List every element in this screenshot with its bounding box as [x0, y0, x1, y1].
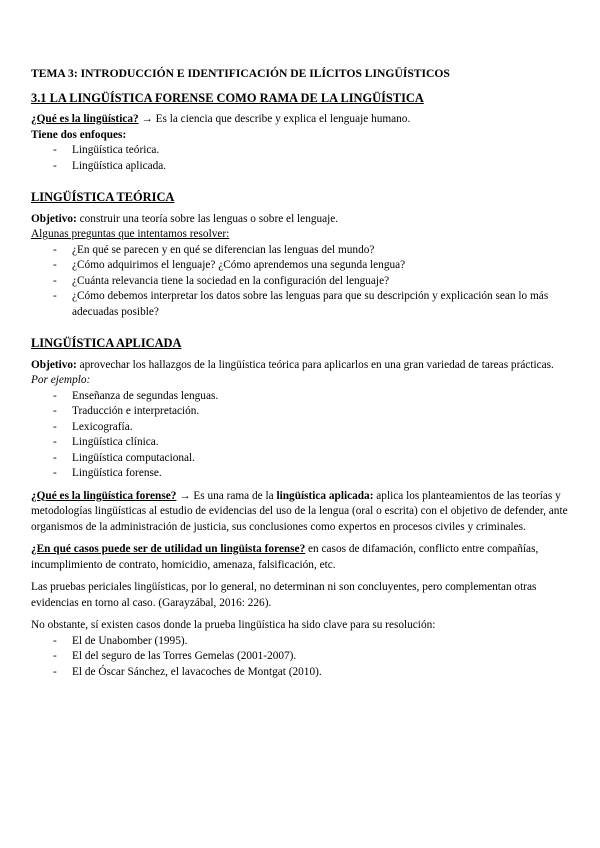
- objetivo-label: Objetivo:: [31, 358, 77, 371]
- intro-question: ¿Qué es la lingüística?: [31, 113, 139, 125]
- list-item: - Lingüística computacional.: [31, 451, 571, 467]
- aplicada-objetivo: [31, 358, 571, 374]
- list-item: - El de Unabomber (1995).: [31, 634, 571, 650]
- teorica-questions-list: [31, 243, 571, 321]
- list-item: - Lexicografía.: [31, 420, 571, 436]
- forense-definition: [31, 489, 571, 536]
- teorica-questions-label: Algunas preguntas que intentamos resolver:: [31, 228, 230, 240]
- forense-bold-term: lingüística aplicada:: [276, 489, 374, 502]
- objetivo-text: construir una teoría sobre las lenguas o sobre el lenguaje.: [76, 212, 339, 225]
- forense-utility: [31, 542, 571, 573]
- approaches-label: Tiene dos enfoques:: [31, 128, 127, 141]
- teorica-objetivo: [31, 212, 571, 228]
- utility-question: ¿En qué casos puede ser de utilidad un lingüista forense?: [31, 543, 306, 555]
- evidence-paragraph: Las pruebas periciales lingüísticas, por lo general, no determinan ni son concluyentes, pero complementan otras evidencias en torno al caso. (Garayzábal, 2016: 226).: [31, 581, 537, 609]
- forense-definition-text: aplica los planteamientos de las teorías y metodologías lingüísticas al estudio de evidencias del uso de la lengua (oral o escrita) con el objetivo de defender, ante organismos de la administración de justicia, sus conclusiones como expertos en procesos civiles y criminales.: [31, 489, 568, 533]
- example-label: Por ejemplo:: [31, 374, 91, 386]
- list-item: - Lingüística aplicada.: [31, 159, 571, 175]
- document-title: TEMA 3: INTRODUCCIÓN E IDENTIFICACIÓN DE ILÍCITOS LINGÜÍSTICOS: [31, 67, 450, 80]
- list-item: - ¿En qué se parecen y en qué se diferencian las lenguas del mundo?: [31, 243, 571, 259]
- cases-list: [31, 634, 571, 681]
- list-item: - Lingüística teórica.: [31, 143, 571, 159]
- section-heading-3-1: 3.1 LA LINGÜÍSTICA FORENSE COMO RAMA DE LA LINGÜÍSTICA: [31, 90, 424, 105]
- approaches-list: [31, 143, 571, 174]
- intro-paragraph: [31, 112, 571, 128]
- objetivo-text: aprovechar los hallazgos de la lingüística teórica para aplicarlos en una gran variedad de tareas prácticas.: [76, 358, 554, 371]
- list-item: - ¿Cuánta relevancia tiene la sociedad en la configuración del lenguaje?: [31, 274, 571, 290]
- aplicada-heading: LINGÜÍSTICA APLICADA: [31, 336, 182, 350]
- objetivo-label: Objetivo:: [31, 212, 77, 225]
- utility-answer: en casos de difamación, conflicto entre compañías, incumplimiento de contrato, homicidio, amenaza, falsificación, etc.: [31, 543, 539, 571]
- teorica-heading: LINGÜÍSTICA TEÓRICA: [31, 190, 175, 204]
- list-item: - ¿Cómo debemos interpretar los datos sobre las lenguas para que su descripción y explicación sean lo más adecuadas posible?: [31, 289, 571, 320]
- document-page: [31, 66, 571, 680]
- list-item: - El de Óscar Sánchez, el lavacoches de Montgat (2010).: [31, 665, 571, 681]
- forense-question: ¿Qué es la lingüística forense?: [31, 489, 177, 502]
- cases-intro: No obstante, sí existen casos donde la prueba lingüística ha sido clave para su resolución:: [31, 619, 436, 631]
- forense-arrow-text: → Es una rama de la: [176, 489, 277, 502]
- intro-answer: → Es la ciencia que describe y explica el lenguaje humano.: [138, 113, 411, 125]
- list-item: - Traducción e interpretación.: [31, 404, 571, 420]
- aplicada-examples-list: [31, 389, 571, 482]
- list-item: - Enseñanza de segundas lenguas.: [31, 389, 571, 405]
- list-item: - ¿Cómo adquirimos el lenguaje? ¿Cómo aprendemos una segunda lengua?: [31, 258, 571, 274]
- list-item: - El del seguro de las Torres Gemelas (2001-2007).: [31, 649, 571, 665]
- list-item: - Lingüística forense.: [31, 466, 571, 482]
- list-item: - Lingüística clínica.: [31, 435, 571, 451]
